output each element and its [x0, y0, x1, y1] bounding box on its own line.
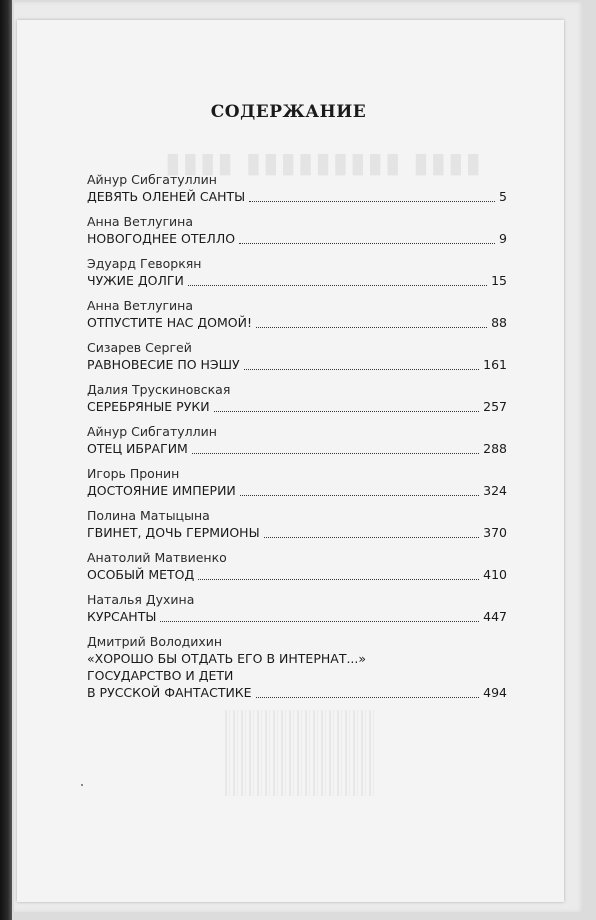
toc-entry [87, 508, 507, 541]
toc-page-number: 324 [483, 483, 507, 498]
toc-title-row [87, 188, 507, 205]
paper-speck [81, 784, 83, 786]
toc-entry [87, 172, 507, 205]
contents-heading: СОДЕРЖАНИЕ [210, 102, 367, 122]
contents-page [17, 20, 564, 902]
toc-title-row [87, 272, 507, 289]
toc-entry [87, 256, 507, 289]
toc-title-row [87, 566, 507, 583]
toc-page-number: 410 [483, 567, 507, 582]
toc-entry [87, 298, 507, 331]
toc-entry [87, 214, 507, 247]
dot-leader [192, 453, 479, 454]
toc-title: СЕРЕБРЯНЫЕ РУКИ [87, 399, 210, 414]
table-of-contents [87, 172, 507, 710]
toc-entry [87, 592, 507, 625]
dot-leader [188, 285, 487, 286]
toc-title: ЧУЖИЕ ДОЛГИ [87, 273, 184, 288]
toc-title-row [87, 230, 507, 247]
toc-title-row [87, 314, 507, 331]
toc-page-number: 257 [483, 399, 507, 414]
toc-title: ДЕВЯТЬ ОЛЕНЕЙ САНТЫ [87, 189, 246, 204]
toc-title: ОТПУСТИТЕ НАС ДОМОЙ! [87, 315, 252, 330]
dot-leader [214, 411, 480, 412]
toc-title-line: ГОСУДАРСТВО И ДЕТИ [87, 668, 234, 683]
dot-leader [256, 697, 480, 698]
toc-entry [87, 424, 507, 457]
dot-leader [198, 579, 479, 580]
toc-author: Наталья Духина [87, 592, 195, 607]
toc-page-number: 161 [483, 357, 507, 372]
toc-title: В РУССКОЙ ФАНТАСТИКЕ [87, 685, 252, 700]
toc-author: Далия Трускиновская [87, 382, 231, 397]
toc-title: ОСОБЫЙ МЕТОД [87, 567, 195, 582]
toc-author: Айнур Сибгатуллин [87, 172, 217, 187]
toc-title: ГВИНЕТ, ДОЧЬ ГЕРМИОНЫ [87, 525, 260, 540]
toc-author: Дмитрий Володихин [87, 634, 223, 649]
toc-author: Эдуард Геворкян [87, 256, 202, 271]
toc-title: ОТЕЦ ИБРАГИМ [87, 441, 188, 456]
toc-page-number: 288 [483, 441, 507, 456]
toc-entry [87, 340, 507, 373]
toc-author: Анна Ветлугина [87, 298, 193, 313]
toc-author: Игорь Пронин [87, 466, 180, 481]
toc-title-row [87, 524, 507, 541]
toc-author: Анатолий Матвиенко [87, 550, 227, 565]
toc-title: НОВОГОДНЕЕ ОТЕЛЛО [87, 231, 236, 246]
dot-leader [256, 327, 487, 328]
toc-entry [87, 634, 507, 701]
toc-author: Айнур Сибгатуллин [87, 424, 217, 439]
toc-title: ДОСТОЯНИЕ ИМПЕРИИ [87, 483, 236, 498]
toc-entry [87, 466, 507, 499]
barcode-show-through [225, 710, 375, 796]
toc-entry [87, 550, 507, 583]
toc-author: Анна Ветлугина [87, 214, 193, 229]
dot-leader [249, 201, 495, 202]
toc-page-number: 88 [491, 315, 507, 330]
toc-title-row [87, 482, 507, 499]
toc-page-number: 5 [499, 189, 507, 204]
dot-leader [244, 369, 479, 370]
toc-author: Сизарев Сергей [87, 340, 192, 355]
dot-leader [239, 243, 495, 244]
toc-page-number: 370 [483, 525, 507, 540]
toc-title-row [87, 684, 507, 701]
toc-title: РАВНОВЕСИЕ ПО НЭШУ [87, 357, 240, 372]
toc-page-number: 15 [491, 273, 507, 288]
toc-page-number: 494 [483, 685, 507, 700]
show-through-shadow: ▮▮▮▮ ▮▮▮▮▮▮▮▮▮ ▮▮▮▮ [163, 146, 481, 179]
toc-title-row [87, 356, 507, 373]
dot-leader [264, 537, 480, 538]
toc-title-row [87, 440, 507, 457]
toc-page-number: 447 [483, 609, 507, 624]
dot-leader [240, 495, 479, 496]
dot-leader [160, 621, 479, 622]
toc-author: Полина Матыцына [87, 508, 210, 523]
toc-page-number: 9 [499, 231, 507, 246]
toc-title-line: «ХОРОШО БЫ ОТДАТЬ ЕГО В ИНТЕРНАТ...» [87, 651, 367, 666]
toc-entry [87, 382, 507, 415]
toc-title: КУРСАНТЫ [87, 609, 157, 624]
toc-title-row [87, 398, 507, 415]
toc-title-row [87, 608, 507, 625]
